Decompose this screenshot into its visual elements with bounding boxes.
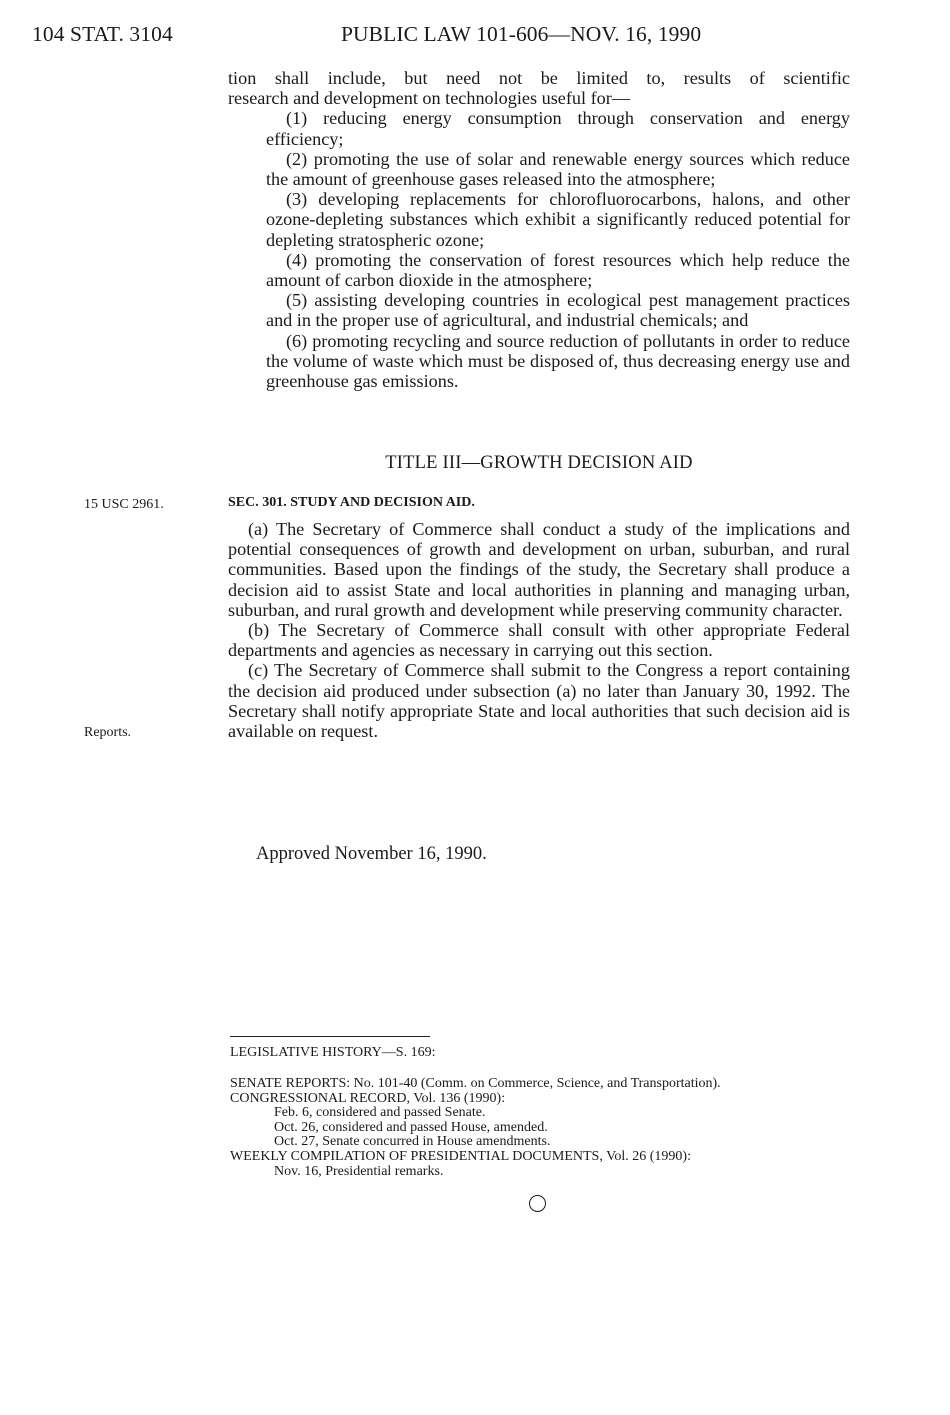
legislative-history-heading: LEGISLATIVE HISTORY—S. 169: xyxy=(230,1045,436,1060)
intro-lead-line: research and development on technologies useful for— xyxy=(228,88,631,109)
weekly-entry: Nov. 16, Presidential remarks. xyxy=(274,1163,444,1179)
list-item: (5) assisting developing countries in ecological pest management practices and in the proper use of agricultural, and industrial chemicals; and xyxy=(266,290,850,331)
intro-block xyxy=(228,68,850,391)
title-heading: TITLE III—GROWTH DECISION AID xyxy=(385,453,693,473)
approval-line: Approved November 16, 1990. xyxy=(256,844,487,864)
margin-note-reports: Reports. xyxy=(84,725,132,740)
stat-page-reference: 104 STAT. 3104 xyxy=(32,22,173,46)
section-paragraph: (a) The Secretary of Commerce shall conduct a study of the implications and potential consequences of growth and development on urban, suburban, and rural communities. Based upon the findings of the study, the Secretary shall produce a decision aid to assist State and local authorities in planning and managing urban, suburban, and rural growth and development while preserving community character. xyxy=(228,519,850,620)
record-entry: Oct. 27, Senate concurred in House amendments. xyxy=(274,1134,551,1150)
weekly-compilation-line: WEEKLY COMPILATION OF PRESIDENTIAL DOCUMENTS, Vol. 26 (1990): xyxy=(230,1148,691,1164)
section-body xyxy=(228,519,850,741)
public-law-title: PUBLIC LAW 101-606—NOV. 16, 1990 xyxy=(341,22,702,46)
list-item: (4) promoting the conservation of forest resources which help reduce the amount of carbon dioxide in the atmosphere; xyxy=(266,249,850,291)
list-item: (1) reducing energy consumption through conservation and energy efficiency; xyxy=(266,108,850,149)
section-heading: SEC. 301. STUDY AND DECISION AID. xyxy=(228,495,475,510)
list-item: (2) promoting the use of solar and renewable energy sources which reduce the amount of greenhouse gases released into the atmosphere; xyxy=(266,148,850,190)
end-of-law-circle-icon xyxy=(529,1195,546,1212)
senate-reports-line: SENATE REPORTS: No. 101-40 (Comm. on Commerce, Science, and Transportation). xyxy=(230,1076,721,1091)
congressional-record-line: CONGRESSIONAL RECORD, Vol. 136 (1990): xyxy=(230,1090,506,1106)
record-entry: Feb. 6, considered and passed Senate. xyxy=(274,1105,486,1121)
legislative-history-body xyxy=(230,1077,870,1179)
footnote-divider xyxy=(230,1036,430,1037)
running-header xyxy=(32,22,912,52)
intro-lead-line: tion shall include, but need not be limited to, results of scientific xyxy=(228,68,850,88)
margin-note-usc: 15 USC 2961. xyxy=(84,497,164,512)
list-item: (3) developing replacements for chlorofluorocarbons, halons, and other ozone-depleting substances which exhibit a significantly reduced potential for depleting stratospheric ozone; xyxy=(266,189,850,250)
record-entry: Oct. 26, considered and passed House, amended. xyxy=(274,1119,548,1135)
section-paragraph: (b) The Secretary of Commerce shall consult with other appropriate Federal departments and agencies as necessary in carrying out this section. xyxy=(228,620,850,661)
section-paragraph: (c) The Secretary of Commerce shall submit to the Congress a report containing the decision aid produced under subsection (a) no later than January 30, 1992. The Secretary shall notify appropriate State and local authorities that such decision aid is available on request. xyxy=(228,660,850,742)
list-item: (6) promoting recycling and source reduction of pollutants in order to reduce the volume of waste which must be disposed of, thus decreasing energy use and greenhouse gas emissions. xyxy=(266,330,850,392)
